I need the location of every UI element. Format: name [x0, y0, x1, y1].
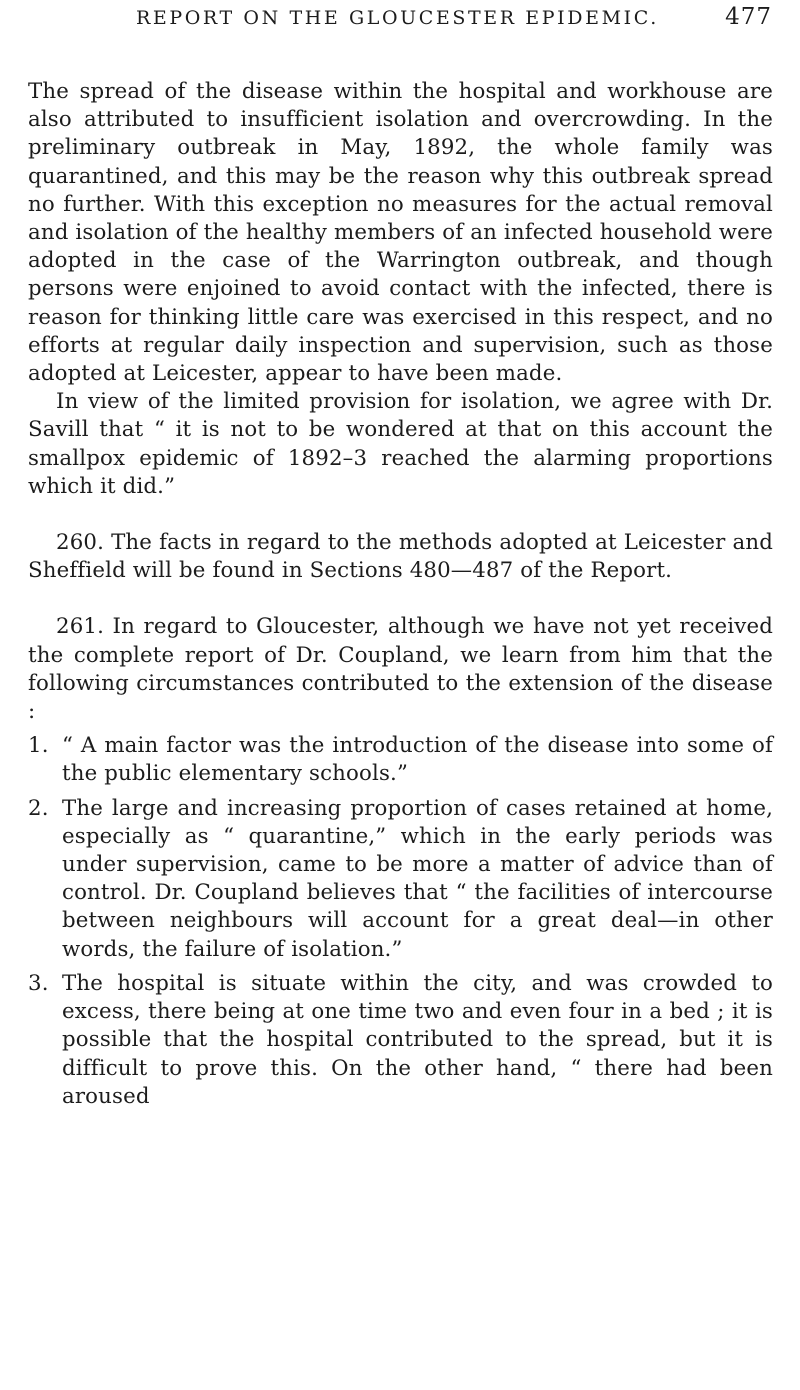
- section-260: 260. The facts in regard to the methods adopted at Leicester and Sheffield will be found in Sections 480—487 of the Report.: [28, 530, 773, 584]
- body-text: [28, 78, 773, 1111]
- list-item-1: [28, 732, 773, 788]
- section-261: 261. In regard to Gloucester, although we have not yet received the complete report of Dr. Coupland, we learn from him that the following circumstances contributed to the extension of the disease :: [28, 614, 773, 725]
- page-number: 477: [725, 4, 772, 30]
- list-item-2: [28, 795, 773, 964]
- list-text: The large and increasing proportion of cases retained at home, especially as “ quarantine,” which in the early periods was under supervision, came to be more a matter of advice than of control. Dr. Coupland believes that “ the facilities of intercourse between neighbours will account for a great deal—in other words, the failure of isolation.”: [62, 795, 773, 962]
- list-item-3: [28, 970, 773, 1111]
- list-number: 3.: [28, 970, 49, 996]
- list-number: 1.: [28, 733, 49, 759]
- list-number: 2.: [28, 795, 49, 821]
- running-header: [96, 4, 772, 32]
- paragraph-savill-quote: In view of the limited provision for isolation, we agree with Dr. Savill that “ it is not to be wondered at that on this account the smallpox epidemic of 1892–3 reached the alarming proportions which it did.”: [28, 389, 773, 499]
- list-text: “ A main factor was the introduction of the disease into some of the public elementary schools.”: [62, 733, 773, 787]
- list-text: The hospital is situate within the city, and was crowded to excess, there being at one time two and even four in a bed ; it is possible that the hospital contributed to the spread, but it is difficult to prove this. On the other hand, “ there had been aroused: [62, 970, 773, 1109]
- paragraph-isolation: The spread of the disease within the hospital and workhouse are also attributed to insufficient isolation and overcrowding. In the preliminary outbreak in May, 1892, the whole family was quarantined, and this may be the reason why this outbreak spread no further. With this exception no measures for the actual removal and isolation of the healthy members of an infected household were adopted in the case of the Warrington outbreak, and though persons were enjoined to avoid contact with the infected, there is reason for thinking little care was exercised in this respect, and no efforts at regular daily inspection and supervision, such as those adopted at Leicester, appear to have been made.: [28, 79, 773, 387]
- header-title: REPORT ON THE GLOUCESTER EPIDEMIC.: [136, 7, 659, 29]
